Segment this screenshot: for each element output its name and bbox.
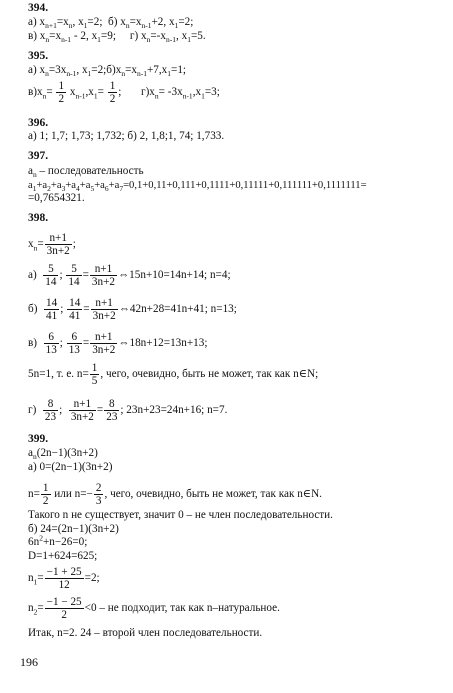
fraction: $\frac{1}{2}$ (58, 80, 65, 105)
problem-397-line1: $a_n$ – последовательность (28, 165, 144, 180)
problem-397-line3: =0,7654321. (28, 192, 85, 204)
problem-394-line2: в) $x_n=x_{n-1} - 2$, $x_1=9$; г) $x_n=-x_{n-1}$, $x_1=5$. (28, 30, 206, 45)
problem-397-line2: $a_1+a_2+a_3+a_4+a_5+a_6+a_7=0,1+0,11+0,111+0,1111+0,11111+0,111111+0,1111111=$ (28, 180, 367, 194)
fraction: $\frac{1}{2}$ (109, 80, 116, 105)
problem-398-formula: $x_n=$ $\frac{n+1}{3n+2}$ ; (28, 232, 76, 257)
problem-399-line5: б) 24=(2n−1)(3n+2) (28, 523, 119, 535)
problem-394-number: 394. (28, 2, 49, 14)
problem-399-number: 399. (28, 433, 49, 445)
problem-399-line7: D=1+624=625; (28, 550, 98, 562)
problem-394-line1: а) $x_{n+1}=x_n$, $x_1=2$; б) $x_n=x_{n-1}+2$, $x_1=2$; (28, 16, 194, 31)
problem-398-c: в) $\frac{6}{13}$ ; $\frac{6}{13}$ = $\frac{n+1}{3n+2}$ ⇔18n+12=13n+13; (28, 331, 208, 356)
problem-396-number: 396. (28, 117, 49, 129)
problem-395-number: 395. (28, 50, 49, 62)
problem-398-b: б) $\frac{14}{41}$ ; $\frac{14}{41}$ = $\frac{n+1}{3n+2}$ ⇔42n+28=41n+41; n=13; (28, 297, 237, 322)
problem-399-line4: Такого n не существует, значит 0 – не член последовательности. (28, 509, 333, 521)
problem-395-line1: а) $x_n=3x_{n-1}$, $x_1=2;б)x_n=x_{n-1}+7,x_1=1$; (28, 64, 187, 79)
page-number: 196 (20, 655, 38, 669)
problem-399-line1: $a_n(2n-1)(3n+2)$ (28, 447, 98, 462)
problem-398-c-note: 5n=1, т. е. n= $\frac{1}{5}$ , чего, очевидно, быть не может, так как n∈N; (28, 362, 319, 387)
problem-396-line1: а) 1; 1,7; 1,73; 1,732; б) 2, 1,8;1, 74; 1,733. (28, 130, 225, 142)
problem-399-line3: n= $\frac{1}{2}$ или n=− $\frac{2}{3}$ , чего, очевидно, быть не может, так как n∈N. (28, 482, 322, 507)
problem-395-line2: $в)x_n=$ $\frac{1}{2}$ $x_{n-1},x_1=$ $\frac{1}{2}$ ; $г)x_n= -3x_{n-1},x_1=3$; (28, 80, 220, 105)
problem-397-number: 397. (28, 150, 49, 162)
problem-399-line6: $6n^2+n-26=0$; (28, 533, 88, 548)
problem-399-line2: а) 0=(2n−1)(3n+2) (28, 461, 113, 473)
problem-398-number: 398. (28, 212, 49, 224)
problem-399-line10: Итак, n=2. 24 – второй член последовательности. (28, 627, 263, 639)
problem-398-a: а) $\frac{5}{14}$ ; $\frac{5}{14}$ = $\frac{n+1}{3n+2}$ ⇔15n+10=14n+14; n=4; (28, 263, 231, 288)
problem-399-line8: $n_1=$ $\frac{-1 + 25}{12}$ =2; (28, 566, 100, 591)
problem-399-line9: $n_2=$ $\frac{-1 - 25}{2}$ <0 – не подходит, так как n–натуральное. (28, 596, 280, 621)
problem-398-d: г) $\frac{8}{23}$ ; $\frac{n+1}{3n+2}$ = $\frac{8}{23}$ ; 23n+23=24n+16; n=7. (28, 398, 228, 423)
